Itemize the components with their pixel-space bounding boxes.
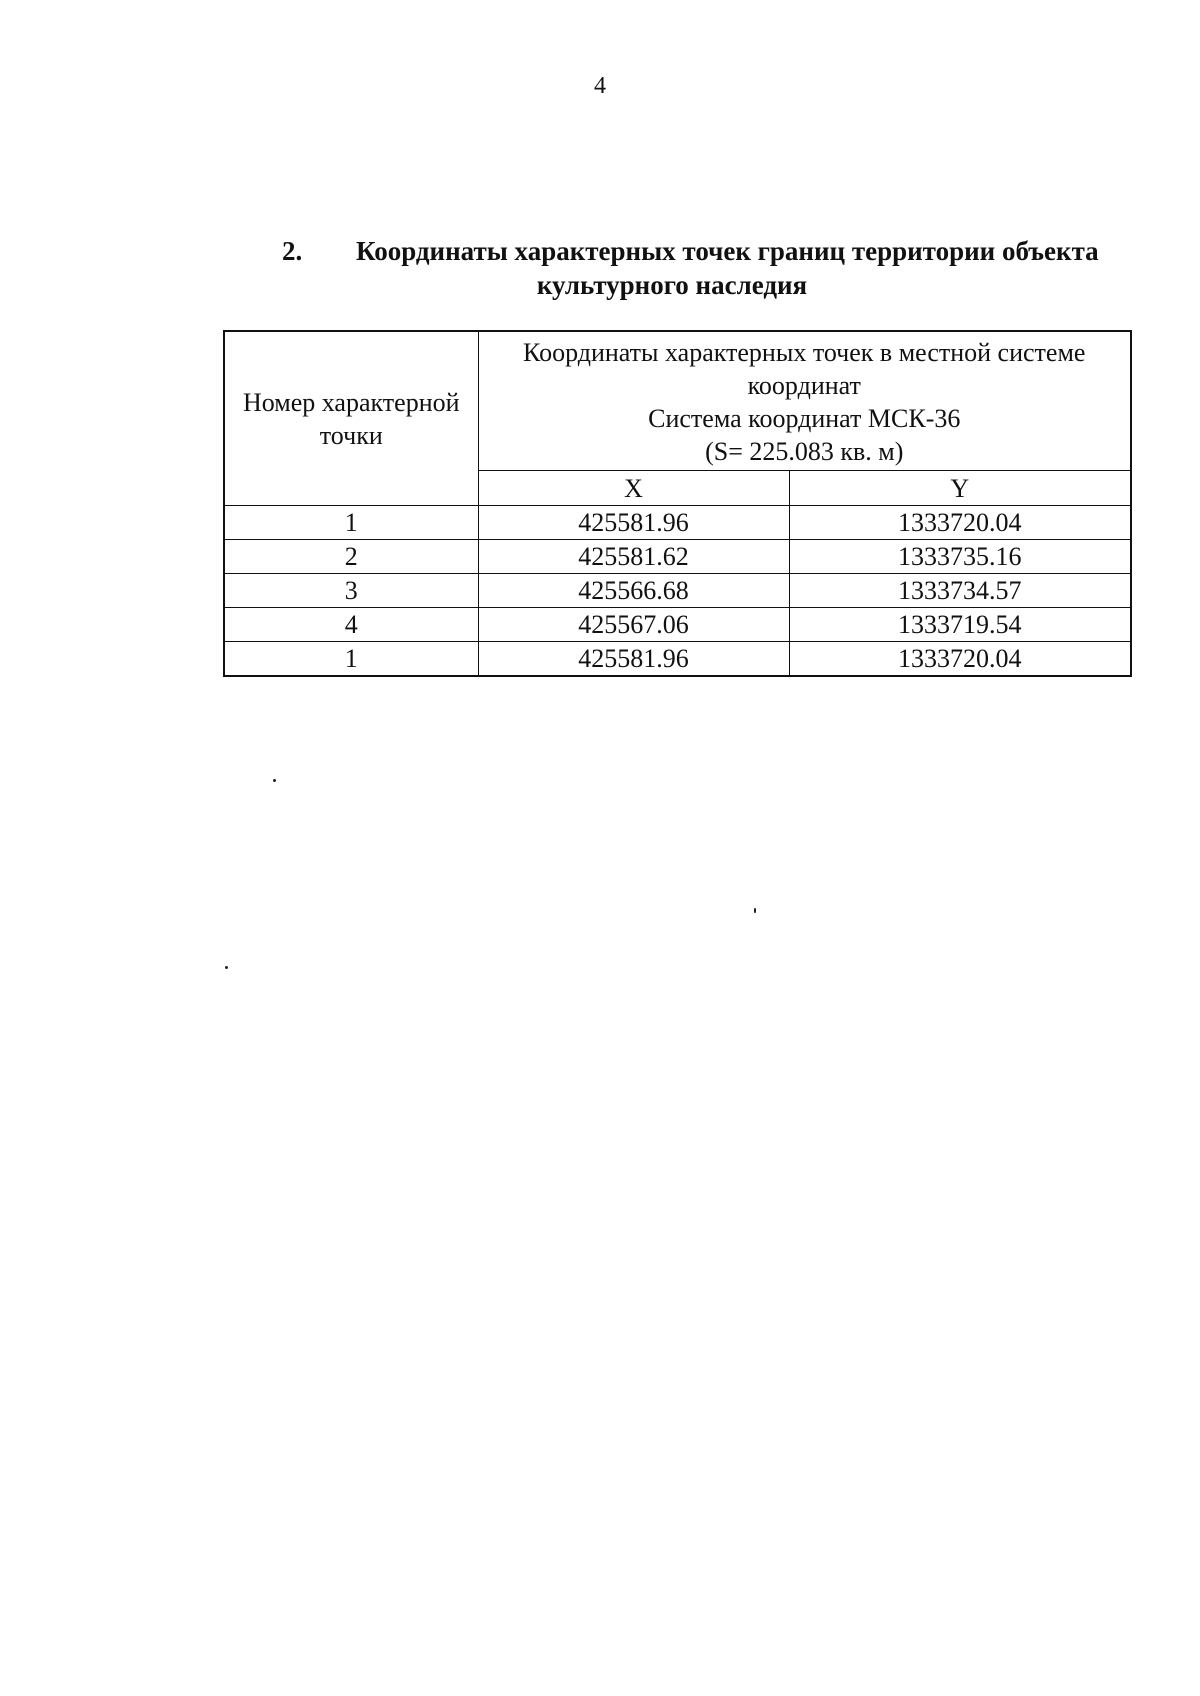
table-row (224, 608, 1131, 642)
header-coordinates-line2: Система координат МСК-36 (648, 404, 961, 433)
header-coordinates-line1: Координаты характерных точек в местной системе координат (523, 338, 1086, 400)
cell-x: 425566.68 (478, 574, 789, 608)
section-heading (282, 234, 1142, 302)
cell-x: 425581.96 (478, 506, 789, 540)
section-title-line2: культурного наследия (536, 270, 808, 300)
cell-point-number: 2 (224, 540, 478, 574)
cell-x: 425581.96 (478, 642, 789, 677)
table-row (224, 574, 1131, 608)
header-x: X (478, 471, 789, 506)
cell-point-number: 4 (224, 608, 478, 642)
table-header-row (224, 331, 1131, 471)
header-point-number: Номер характерной точки (224, 331, 478, 506)
cell-point-number: 3 (224, 574, 478, 608)
cell-y: 1333719.54 (789, 608, 1131, 642)
section-heading-line1 (282, 234, 1142, 268)
cell-point-number: 1 (224, 506, 478, 540)
table-row (224, 540, 1131, 574)
table-row (224, 642, 1131, 677)
header-coordinates-line3: (S= 225.083 кв. м) (705, 437, 904, 466)
cell-x: 425581.62 (478, 540, 789, 574)
cell-x: 425567.06 (478, 608, 789, 642)
table-row (224, 506, 1131, 540)
header-coordinates (478, 331, 1131, 471)
coordinates-table (223, 330, 1132, 677)
cell-y: 1333720.04 (789, 506, 1131, 540)
scan-speck (225, 966, 228, 969)
header-y: Y (789, 471, 1131, 506)
scan-speck (273, 779, 276, 782)
cell-y: 1333735.16 (789, 540, 1131, 574)
page-number: 4 (594, 73, 606, 99)
section-title-line1: Координаты характерных точек границ территории объекта (356, 236, 1099, 266)
cell-point-number: 1 (224, 642, 478, 677)
scan-speck (754, 908, 756, 913)
cell-y: 1333734.57 (789, 574, 1131, 608)
section-number: 2. (282, 236, 303, 266)
cell-y: 1333720.04 (789, 642, 1131, 677)
